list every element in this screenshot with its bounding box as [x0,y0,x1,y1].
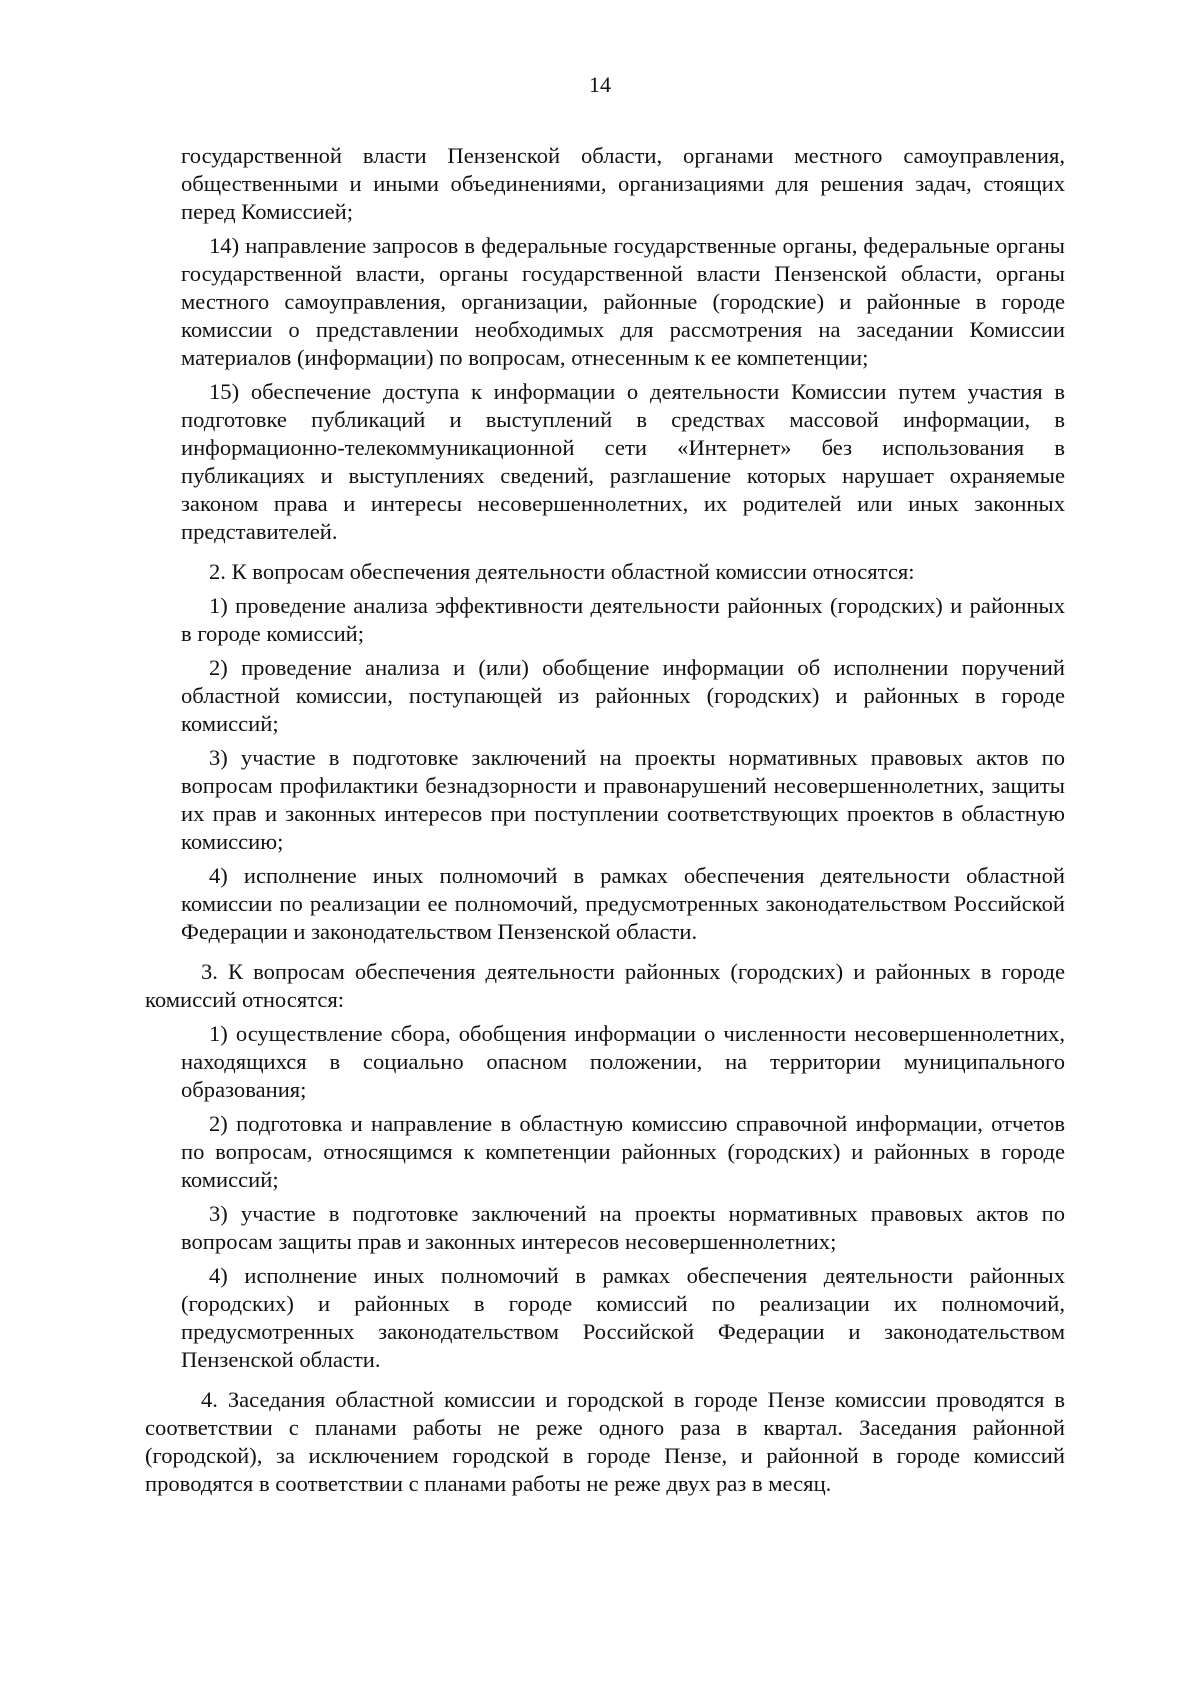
paragraph-item-15: 15) обеспечение доступа к информации о деятельности Комиссии путем участия в подготовке публикаций и выступлений в средствах массовой информации, в информационно-телекоммуникационной сети «Интернет» без использования в публикациях и выступлениях сведений, разглашение которых нарушает охраняемые законом права и интересы несовершеннолетних, их родителей или иных законных представителей. [181,379,1065,544]
section-2-item-2: 2) проведение анализа и (или) обобщение информации об исполнении поручений областной комиссии, поступающей из районных (городских) и районных в городе комиссий; [181,655,1065,736]
page-number: 14 [589,72,611,97]
section-3-heading: 3. К вопросам обеспечения деятельности районных (городских) и районных в городе комиссий относятся: [145,959,1065,1012]
paragraph-item-14: 14) направление запросов в федеральные государственные органы, федеральные органы государственной власти, органы государственной власти Пензенской области, органы местного самоуправления, организации, районные (городские) и районные в городе комиссии о представлении необходимых для рассмотрения на заседании Комиссии материалов (информации) по вопросам, отнесенным к ее компетенции; [181,233,1065,370]
section-2-item-3: 3) участие в подготовке заключений на проекты нормативных правовых актов по вопросам профилактики безнадзорности и правонарушений несовершеннолетних, защиты их прав и законных интересов при поступлении соответствующих проектов в областную комиссию; [181,745,1065,854]
document-body [145,142,1065,1504]
section-2-item-4: 4) исполнение иных полномочий в рамках обеспечения деятельности областной комиссии по реализации ее полномочий, предусмотренных законодательством Российской Федерации и законодательством Пензенской области. [181,863,1065,944]
section-2-item-1: 1) проведение анализа эффективности деятельности районных (городских) и районных в городе комиссий; [181,593,1065,646]
paragraph-continuation: государственной власти Пензенской области, органами местного самоуправления, общественными и иными объединениями, организациями для решения задач, стоящих перед Комиссией; [181,143,1065,224]
section-3-item-4: 4) исполнение иных полномочий в рамках обеспечения деятельности районных (городских) и районных в городе комиссий по реализации их полномочий, предусмотренных законодательством Российской Федерации и законодательством Пензенской области. [181,1263,1065,1372]
section-4-paragraph: 4. Заседания областной комиссии и городской в городе Пензе комиссии проводятся в соответствии с планами работы не реже одного раза в квартал. Заседания районной (городской), за исключением городской в городе Пензе, и районной в городе комиссий проводятся в соответствии с планами работы не реже двух раз в месяц. [145,1387,1065,1496]
section-3-item-3: 3) участие в подготовке заключений на проекты нормативных правовых актов по вопросам защиты прав и законных интересов несовершеннолетних; [181,1201,1065,1254]
section-3-item-2: 2) подготовка и направление в областную комиссию справочной информации, отчетов по вопросам, относящимся к компетенции районных (городских) и районных в городе комиссий; [181,1111,1065,1192]
section-3-item-1: 1) осуществление сбора, обобщения информации о численности несовершеннолетних, находящихся в социально опасном положении, на территории муниципального образования; [181,1021,1065,1102]
section-2-heading: 2. К вопросам обеспечения деятельности областной комиссии относятся: [209,559,915,584]
